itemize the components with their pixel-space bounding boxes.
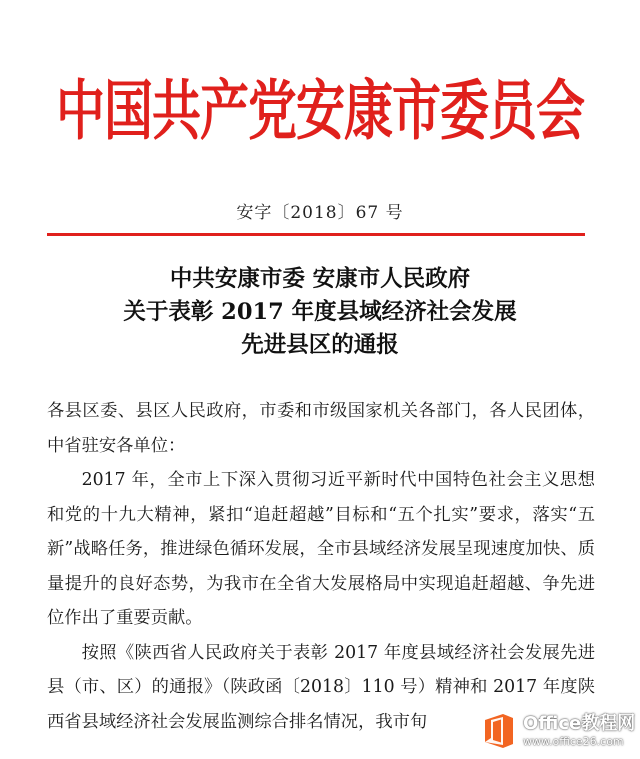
document-title-line: 中共安康市委 安康市人民政府 [169,266,471,292]
watermark-url: www.office26.com [523,735,624,748]
document-number: 安字〔2018〕67 号 [236,203,404,223]
watermark-name: Office教程网 [523,713,636,734]
document-title [0,263,640,362]
salutation: 各县区委、县区人民政府，市委和市级国家机关各部门，各人民团体，中省驻安各单位： [47,401,595,456]
document-title-line: 关于表彰 2017 年度县域经济社会发展 [123,299,517,325]
red-divider-rule [47,233,585,236]
body-paragraph: 2017 年，全市上下深入贯彻习近平新时代中国特色社会主义思想和党的十九大精神，紧扣“追赶超越”目标和“五个扎实”要求，落实“五新”战略任务，推进绿色循环发展，全市县域经济发展呈现速度加快、质量提升的良好态势，为我市在全省大发展格局中实现追赶超越、争先进位作出了重要贡献。 [47,470,595,628]
office-logo-icon [479,711,519,751]
document-body [47,394,595,739]
body-paragraph: 按照《陕西省人民政府关于表彰 2017 年度县域经济社会发展先进县（市、区）的通报》（陕政函〔2018〕110 号）精神和 2017 年度陕西省县域经济社会发展监测综合排名情况，我市旬 [47,642,595,732]
site-watermark [479,707,637,755]
masthead-title: 中国共产党安康市委员会 [55,72,584,150]
document-title-line: 先进县区的通报 [241,332,399,358]
